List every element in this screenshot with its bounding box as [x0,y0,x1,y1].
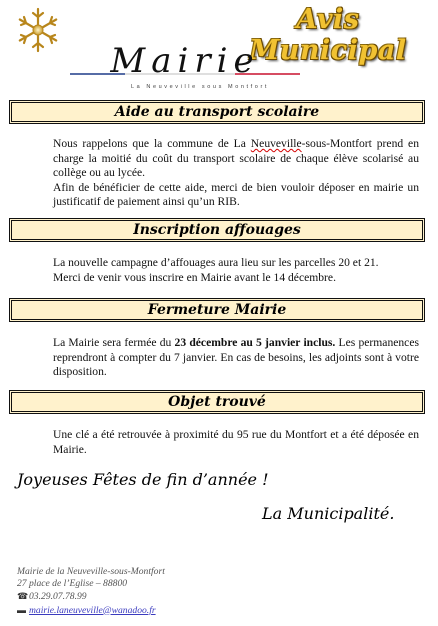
section-body-objet-trouve [17,428,419,457]
transport-paragraph: Nous rappelons que la commune de La Neuveville-sous-Montfort prend en charge la moitié du coût du transport scolaire de chaque élève scolarisé au collège ou au lycée. [53,137,419,180]
fax-icon: ▬ [17,604,26,615]
signature-text: La Municipalité. [262,504,395,523]
section-body-fermeture [17,336,419,380]
snowflake-icon [14,6,62,54]
fermeture-paragraph: La Mairie sera fermée du 23 décembre au 5 janvier inclus. Les permanences reprendront à compter du 7 janvier. En cas de besoins, les adjoints sont à votre disposition. [53,336,419,379]
objet-trouve-paragraph: Une clé a été retrouvée à proximité du 95 rue du Montfort et a été déposée en Mairie. [53,428,419,456]
footer-name: Mairie de la Neuveville-sous-Montfort [17,566,165,577]
affouages-inscription-paragraph: Merci de venir vous inscrire en Mairie avant le 14 décembre. [53,270,336,284]
avis-municipal-title: Avis Municipal [249,4,407,66]
section-body-affouages [17,256,419,285]
transport-aid-paragraph: Afin de bénéficier de cette aide, merci de bien vouloir déposer en mairie un justificatif de paiement ainsi qu’un RIB. [53,180,419,209]
footer-phone: 03.29.07.78.99 [29,591,87,603]
footer-contact [17,566,165,617]
affouages-paragraph: La nouvelle campagne d’affouages aura lieu sur les parcelles 20 et 21. [53,256,379,269]
footer-address: 27 place de l’Eglise – 88800 [17,578,128,590]
section-body-transport [17,137,419,210]
section-title-affouages: Inscription affouages [9,218,425,242]
section-title-fermeture: Fermeture Mairie [9,298,425,322]
footer-email-line [17,604,165,617]
mairie-logo-subtitle: La Neuveville sous Montfort [130,84,270,90]
footer-email-link[interactable]: mairie.laneuveville@wanadoo.fr [29,604,156,616]
section-title-transport: Aide au transport scolaire [9,100,425,124]
section-title-objet-trouve: Objet trouvé [9,390,425,414]
footer-phone-line [17,590,165,603]
greeting-text: Joyeuses Fêtes de fin d’année ! [17,470,269,489]
mairie-logo-text: Mairie [110,41,260,81]
phone-icon: ☎ [17,591,29,602]
